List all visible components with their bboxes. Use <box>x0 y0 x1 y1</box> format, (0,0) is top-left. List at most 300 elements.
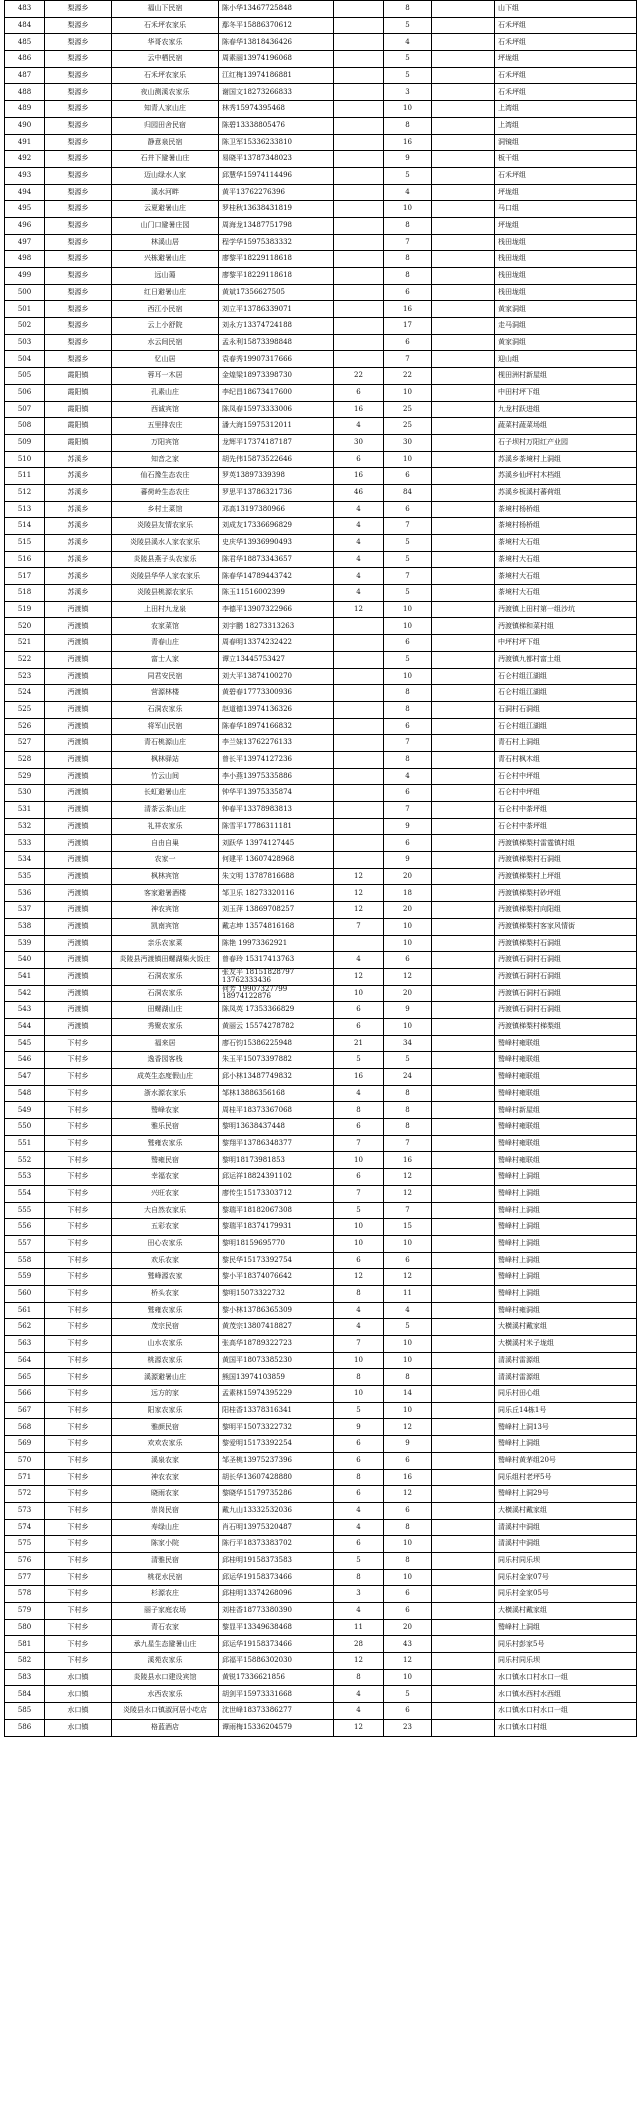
cell-address: 水口镇水口村水口一组 <box>495 1703 637 1720</box>
cell-township: 沔渡镇 <box>45 968 112 985</box>
cell-township: 梨源乡 <box>45 217 112 234</box>
cell-beds: 12 <box>384 968 432 985</box>
cell-row-number: 530 <box>5 785 45 802</box>
cell-rooms: 4 <box>334 1085 384 1102</box>
cell-contact: 黎小林13786365309 <box>219 1302 334 1319</box>
cell-township: 沔渡镇 <box>45 701 112 718</box>
cell-address: 清溪村雷源组 <box>495 1352 637 1369</box>
cell-address: 石仑村中坪组 <box>495 768 637 785</box>
cell-business-name: 云夏避暑山庄 <box>112 201 219 218</box>
cell-row-number: 500 <box>5 284 45 301</box>
cell-beds: 8 <box>384 1519 432 1536</box>
cell-contact: 邱福平15886302030 <box>219 1653 334 1670</box>
cell-rooms: 6 <box>334 1252 384 1269</box>
cell-beds: 6 <box>384 1502 432 1519</box>
table-row <box>5 134 637 151</box>
cell-beds: 6 <box>384 468 432 485</box>
cell-address: 中田村坪下组 <box>495 384 637 401</box>
cell-township: 梨源乡 <box>45 284 112 301</box>
cell-business-name: 蕃荷岭生态农庄 <box>112 484 219 501</box>
cell-business-name: 茂宗民宿 <box>112 1319 219 1336</box>
cell-beds: 25 <box>384 418 432 435</box>
cell-township: 下村乡 <box>45 1586 112 1603</box>
cell-row-number: 518 <box>5 585 45 602</box>
cell-row-number: 580 <box>5 1619 45 1636</box>
table-row <box>5 1052 637 1069</box>
cell-rooms: 22 <box>334 368 384 385</box>
cell-business-name: 崇岗民宿 <box>112 1502 219 1519</box>
cell-contact: 黎晓华15179735286 <box>219 1486 334 1503</box>
cell-row-number: 548 <box>5 1085 45 1102</box>
cell-rooms <box>334 718 384 735</box>
cell-rooms <box>334 67 384 84</box>
cell-township: 苏溪乡 <box>45 484 112 501</box>
cell-business-name: 秀聚农家乐 <box>112 1018 219 1035</box>
cell-blank <box>432 751 495 768</box>
cell-rooms: 8 <box>334 1102 384 1119</box>
cell-row-number: 545 <box>5 1035 45 1052</box>
cell-beds: 10 <box>384 601 432 618</box>
cell-row-number: 560 <box>5 1285 45 1302</box>
cell-row-number: 486 <box>5 51 45 68</box>
table-row <box>5 501 637 518</box>
cell-row-number: 529 <box>5 768 45 785</box>
cell-address: 沔渡镇梯梨村砂坪组 <box>495 885 637 902</box>
cell-contact: 黎瑞平18182067308 <box>219 1202 334 1219</box>
cell-address: 鹫峰村上洞组 <box>495 1219 637 1236</box>
cell-business-name: 礼祥农家乐 <box>112 818 219 835</box>
cell-township: 下村乡 <box>45 1119 112 1136</box>
table-row <box>5 1018 637 1035</box>
cell-address: 石仑村组江湖组 <box>495 685 637 702</box>
cell-rooms <box>334 251 384 268</box>
cell-contact: 黄茂宗13807418827 <box>219 1319 334 1336</box>
table-row <box>5 318 637 335</box>
cell-blank <box>432 401 495 418</box>
cell-business-name: 知青人家山庄 <box>112 101 219 118</box>
cell-township: 梨源乡 <box>45 334 112 351</box>
cell-business-name: 青春山庄 <box>112 635 219 652</box>
cell-row-number: 498 <box>5 251 45 268</box>
cell-contact: 孟永利15873398848 <box>219 334 334 351</box>
cell-beds: 3 <box>384 84 432 101</box>
cell-business-name: 枫林宾馆 <box>112 868 219 885</box>
cell-township: 下村乡 <box>45 1402 112 1419</box>
cell-blank <box>432 1603 495 1620</box>
cell-beds: 25 <box>384 401 432 418</box>
cell-rooms: 8 <box>334 1285 384 1302</box>
cell-rooms: 16 <box>334 468 384 485</box>
cell-address: 石仑村中茶坪组 <box>495 818 637 835</box>
cell-row-number: 496 <box>5 217 45 234</box>
cell-beds: 4 <box>384 768 432 785</box>
cell-address: 石禾坪组 <box>495 17 637 34</box>
accommodation-table <box>4 0 637 1737</box>
cell-beds: 9 <box>384 1436 432 1453</box>
cell-township: 下村乡 <box>45 1052 112 1069</box>
cell-contact: 朱玉平15073397882 <box>219 1052 334 1069</box>
cell-contact: 黎明18173981853 <box>219 1152 334 1169</box>
cell-blank <box>432 651 495 668</box>
cell-contact: 张友平 18151828797 13762333436 <box>219 968 334 985</box>
cell-contact: 陈小华13467725848 <box>219 1 334 18</box>
cell-address: 迎山组 <box>495 351 637 368</box>
cell-rooms <box>334 618 384 635</box>
cell-beds: 6 <box>384 1452 432 1469</box>
cell-township: 下村乡 <box>45 1469 112 1486</box>
table-row <box>5 1636 637 1653</box>
cell-address: 栈田垅组 <box>495 234 637 251</box>
cell-rooms: 5 <box>334 1202 384 1219</box>
cell-business-name: 雅乐民宿 <box>112 1119 219 1136</box>
cell-contact: 黄锐17336621856 <box>219 1669 334 1686</box>
cell-business-name: 远山蔼 <box>112 268 219 285</box>
table-row <box>5 751 637 768</box>
cell-business-name: 承九星生态避暑山庄 <box>112 1636 219 1653</box>
cell-rooms <box>334 802 384 819</box>
cell-row-number: 559 <box>5 1269 45 1286</box>
cell-beds: 12 <box>384 1185 432 1202</box>
cell-address: 石禾坪组 <box>495 34 637 51</box>
cell-township: 下村乡 <box>45 1102 112 1119</box>
cell-rooms <box>334 301 384 318</box>
cell-township: 梨源乡 <box>45 268 112 285</box>
cell-business-name: 凯南宾馆 <box>112 918 219 935</box>
cell-business-name: 幸福农家 <box>112 1169 219 1186</box>
cell-beds: 84 <box>384 484 432 501</box>
cell-address: 山下组 <box>495 1 637 18</box>
cell-address: 清溪村中洞组 <box>495 1519 637 1536</box>
cell-row-number: 584 <box>5 1686 45 1703</box>
cell-blank <box>432 17 495 34</box>
cell-address: 同乐村金家05号 <box>495 1586 637 1603</box>
cell-contact: 黄平13762276396 <box>219 184 334 201</box>
cell-business-name: 兴栋避暑山庄 <box>112 251 219 268</box>
cell-township: 霞阳镇 <box>45 368 112 385</box>
cell-beds: 9 <box>384 151 432 168</box>
cell-contact: 邱小林13487749832 <box>219 1069 334 1086</box>
table-row <box>5 468 637 485</box>
cell-rooms: 4 <box>334 1603 384 1620</box>
cell-row-number: 582 <box>5 1653 45 1670</box>
cell-township: 沔渡镇 <box>45 852 112 869</box>
cell-address: 洞镜组 <box>495 134 637 151</box>
cell-rooms <box>334 284 384 301</box>
cell-beds: 18 <box>384 885 432 902</box>
cell-contact: 赵道德13974136326 <box>219 701 334 718</box>
cell-beds: 10 <box>384 1352 432 1369</box>
cell-business-name: 青石桃源山庄 <box>112 735 219 752</box>
cell-row-number: 511 <box>5 468 45 485</box>
cell-contact: 张高华18789322723 <box>219 1336 334 1353</box>
cell-row-number: 564 <box>5 1352 45 1369</box>
cell-row-number: 567 <box>5 1402 45 1419</box>
cell-beds: 6 <box>384 334 432 351</box>
cell-beds: 12 <box>384 1653 432 1670</box>
cell-address: 石禾坪组 <box>495 67 637 84</box>
cell-beds: 5 <box>384 585 432 602</box>
cell-township: 梨源乡 <box>45 234 112 251</box>
cell-business-name: 客家避暑酒楼 <box>112 885 219 902</box>
cell-beds: 7 <box>384 351 432 368</box>
table-row <box>5 1102 637 1119</box>
cell-business-name: 炎陵县友情农家乐 <box>112 518 219 535</box>
cell-township: 下村乡 <box>45 1419 112 1436</box>
table-row <box>5 217 637 234</box>
cell-contact: 史庆华13936990493 <box>219 535 334 552</box>
table-row <box>5 1185 637 1202</box>
cell-township: 沔渡镇 <box>45 601 112 618</box>
cell-row-number: 535 <box>5 868 45 885</box>
cell-blank <box>432 1719 495 1736</box>
cell-business-name: 大自然农家乐 <box>112 1202 219 1219</box>
cell-township: 下村乡 <box>45 1135 112 1152</box>
cell-contact: 孟素林15974395229 <box>219 1386 334 1403</box>
cell-contact: 陈卫军15336233810 <box>219 134 334 151</box>
table-row <box>5 1269 637 1286</box>
cell-row-number: 546 <box>5 1052 45 1069</box>
cell-township: 下村乡 <box>45 1269 112 1286</box>
cell-rooms <box>334 17 384 34</box>
cell-business-name: 清茶云茶山庄 <box>112 802 219 819</box>
cell-township: 沔渡镇 <box>45 952 112 969</box>
cell-row-number: 490 <box>5 117 45 134</box>
cell-rooms <box>334 751 384 768</box>
table-row <box>5 401 637 418</box>
cell-beds: 7 <box>384 735 432 752</box>
cell-blank <box>432 1169 495 1186</box>
cell-business-name: 杉源农庄 <box>112 1586 219 1603</box>
cell-row-number: 581 <box>5 1636 45 1653</box>
cell-address: 水口镇水西村水西组 <box>495 1686 637 1703</box>
cell-beds: 8 <box>384 1119 432 1136</box>
cell-beds: 14 <box>384 1386 432 1403</box>
cell-contact: 谢国文18273266833 <box>219 84 334 101</box>
cell-blank <box>432 1085 495 1102</box>
cell-business-name: 鹫峰农家 <box>112 1102 219 1119</box>
cell-contact: 胡长华13607428880 <box>219 1469 334 1486</box>
cell-contact: 戴九山13332532036 <box>219 1502 334 1519</box>
cell-rooms <box>334 84 384 101</box>
cell-blank <box>432 1302 495 1319</box>
cell-address: 鹫峰村上洞组 <box>495 1185 637 1202</box>
cell-rooms: 4 <box>334 585 384 602</box>
table-row <box>5 1202 637 1219</box>
cell-rooms: 4 <box>334 952 384 969</box>
cell-address: 坪垅组 <box>495 51 637 68</box>
cell-township: 下村乡 <box>45 1603 112 1620</box>
cell-address: 九龙村跃进组 <box>495 401 637 418</box>
cell-rooms: 12 <box>334 601 384 618</box>
cell-blank <box>432 1386 495 1403</box>
cell-township: 霞阳镇 <box>45 384 112 401</box>
cell-beds: 22 <box>384 368 432 385</box>
cell-rooms <box>334 668 384 685</box>
cell-township: 梨源乡 <box>45 117 112 134</box>
cell-row-number: 550 <box>5 1119 45 1136</box>
cell-township: 下村乡 <box>45 1486 112 1503</box>
cell-beds: 8 <box>384 251 432 268</box>
cell-rooms: 4 <box>334 1319 384 1336</box>
cell-address: 黄家洞组 <box>495 301 637 318</box>
cell-blank <box>432 885 495 902</box>
table-row <box>5 902 637 919</box>
table-row <box>5 101 637 118</box>
cell-business-name: 夜山测溪农家乐 <box>112 84 219 101</box>
cell-contact: 江红梅13974186881 <box>219 67 334 84</box>
cell-township: 霞阳镇 <box>45 418 112 435</box>
cell-beds: 7 <box>384 568 432 585</box>
cell-township: 下村乡 <box>45 1519 112 1536</box>
cell-township: 下村乡 <box>45 1152 112 1169</box>
cell-contact: 邹卫乐 18273320116 <box>219 885 334 902</box>
cell-address: 鹫峰村雍联组 <box>495 1135 637 1152</box>
cell-address: 沔渡镇石洞村石洞组 <box>495 952 637 969</box>
cell-rooms: 12 <box>334 902 384 919</box>
cell-row-number: 540 <box>5 952 45 969</box>
cell-row-number: 527 <box>5 735 45 752</box>
table-row <box>5 1586 637 1603</box>
cell-blank <box>432 334 495 351</box>
cell-beds: 43 <box>384 1636 432 1653</box>
cell-row-number: 576 <box>5 1552 45 1569</box>
cell-business-name: 溪泉农家 <box>112 1452 219 1469</box>
cell-blank <box>432 418 495 435</box>
cell-blank <box>432 234 495 251</box>
table-row <box>5 434 637 451</box>
cell-rooms: 4 <box>334 1502 384 1519</box>
cell-blank <box>432 1703 495 1720</box>
cell-contact: 曾春玲 15317413763 <box>219 952 334 969</box>
cell-contact: 李德平13907322966 <box>219 601 334 618</box>
cell-row-number: 547 <box>5 1069 45 1086</box>
cell-address: 沔渡镇石洞村石洞组 <box>495 1002 637 1019</box>
cell-contact: 邱慧华15974114496 <box>219 167 334 184</box>
cell-contact: 邱运华19158373466 <box>219 1569 334 1586</box>
cell-rooms: 4 <box>334 551 384 568</box>
cell-address: 上湾组 <box>495 101 637 118</box>
cell-business-name: 陈家小院 <box>112 1536 219 1553</box>
cell-address: 茶境村杨桥组 <box>495 518 637 535</box>
table-row <box>5 1402 637 1419</box>
cell-contact: 廖黎平18229118618 <box>219 251 334 268</box>
cell-beds: 6 <box>384 1586 432 1603</box>
cell-row-number: 517 <box>5 568 45 585</box>
cell-rooms: 4 <box>334 535 384 552</box>
cell-business-name: 农家一 <box>112 852 219 869</box>
cell-address: 茶境村大石组 <box>495 535 637 552</box>
table-row <box>5 868 637 885</box>
cell-address: 栈田垅组 <box>495 268 637 285</box>
cell-address: 大横溪村戴家组 <box>495 1319 637 1336</box>
cell-rooms <box>334 351 384 368</box>
cell-business-name: 同君安民宿 <box>112 668 219 685</box>
cell-township: 下村乡 <box>45 1169 112 1186</box>
table-row <box>5 701 637 718</box>
cell-contact: 邹林13886356168 <box>219 1085 334 1102</box>
cell-township: 沔渡镇 <box>45 618 112 635</box>
table-row <box>5 985 637 1002</box>
cell-address: 同乐村田心组 <box>495 1386 637 1403</box>
table-row <box>5 418 637 435</box>
cell-blank <box>432 351 495 368</box>
cell-blank <box>432 1686 495 1703</box>
cell-beds: 20 <box>384 1619 432 1636</box>
cell-contact: 刘玉萍 13869708257 <box>219 902 334 919</box>
cell-row-number: 563 <box>5 1336 45 1353</box>
table-row <box>5 251 637 268</box>
cell-contact: 熊国13974103859 <box>219 1369 334 1386</box>
cell-township: 下村乡 <box>45 1436 112 1453</box>
cell-blank <box>432 1319 495 1336</box>
table-row <box>5 117 637 134</box>
cell-blank <box>432 1569 495 1586</box>
cell-rooms <box>334 101 384 118</box>
cell-beds: 8 <box>384 268 432 285</box>
cell-row-number: 532 <box>5 818 45 835</box>
cell-contact: 黎显平13349638468 <box>219 1619 334 1636</box>
cell-rooms: 3 <box>334 1586 384 1603</box>
cell-blank <box>432 1119 495 1136</box>
cell-township: 沔渡镇 <box>45 685 112 702</box>
cell-beds: 4 <box>384 34 432 51</box>
cell-business-name: 炎陵县沔渡镇田螺湖柴火饭庄 <box>112 952 219 969</box>
cell-blank <box>432 51 495 68</box>
cell-rooms: 4 <box>334 1686 384 1703</box>
cell-rooms <box>334 201 384 218</box>
cell-address: 鹫峰村上洞组 <box>495 1202 637 1219</box>
cell-contact: 刘立平13786339071 <box>219 301 334 318</box>
cell-blank <box>432 618 495 635</box>
table-row <box>5 484 637 501</box>
cell-township: 沔渡镇 <box>45 751 112 768</box>
cell-township: 下村乡 <box>45 1569 112 1586</box>
cell-contact: 周桂平18373367068 <box>219 1102 334 1119</box>
table-row <box>5 935 637 952</box>
cell-contact: 黎明18159695770 <box>219 1235 334 1252</box>
cell-beds: 10 <box>384 1669 432 1686</box>
cell-row-number: 499 <box>5 268 45 285</box>
cell-address: 栈田垅组 <box>495 251 637 268</box>
cell-township: 沔渡镇 <box>45 835 112 852</box>
cell-beds: 30 <box>384 434 432 451</box>
cell-blank <box>432 101 495 118</box>
cell-business-name: 静意泉民宿 <box>112 134 219 151</box>
cell-row-number: 525 <box>5 701 45 718</box>
cell-blank <box>432 1235 495 1252</box>
cell-beds: 6 <box>384 718 432 735</box>
table-row <box>5 1469 637 1486</box>
cell-rooms <box>334 151 384 168</box>
cell-rooms <box>334 835 384 852</box>
cell-row-number: 491 <box>5 134 45 151</box>
cell-blank <box>432 1135 495 1152</box>
cell-contact: 罗思平13786321736 <box>219 484 334 501</box>
cell-address: 鹫峰村上洞组 <box>495 1269 637 1286</box>
cell-blank <box>432 1 495 18</box>
cell-business-name: 鹫峰源农家 <box>112 1269 219 1286</box>
cell-row-number: 528 <box>5 751 45 768</box>
cell-rooms <box>334 234 384 251</box>
cell-address: 上湾组 <box>495 117 637 134</box>
cell-address: 沔渡镇石洞村石洞组 <box>495 985 637 1002</box>
cell-business-name: 石洞农家乐 <box>112 701 219 718</box>
cell-blank <box>432 585 495 602</box>
cell-address: 石禾坪组 <box>495 167 637 184</box>
cell-address: 鹫峰村上洞组 <box>495 1285 637 1302</box>
cell-row-number: 502 <box>5 318 45 335</box>
cell-beds: 34 <box>384 1035 432 1052</box>
